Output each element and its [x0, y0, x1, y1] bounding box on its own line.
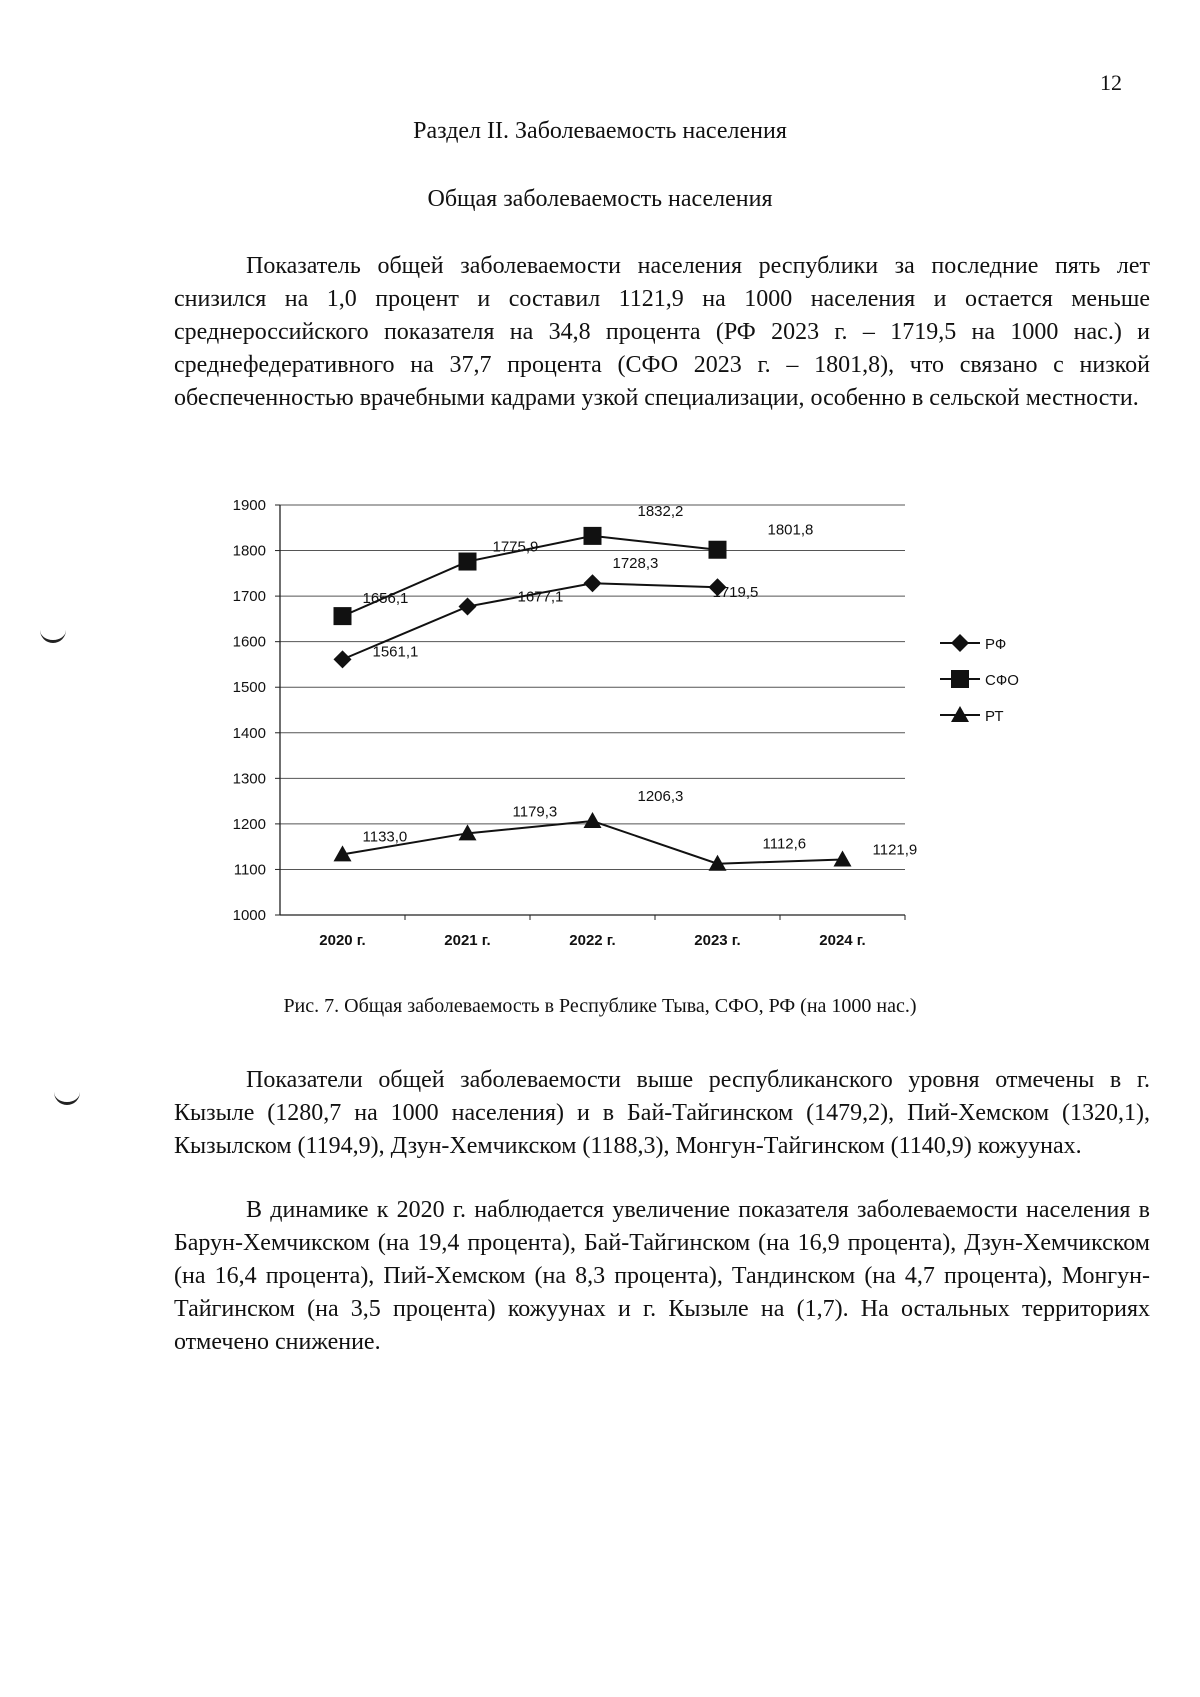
data-label: 1719,5	[712, 584, 759, 602]
y-tick-label: 1800	[232, 542, 266, 560]
subsection-title: Общая заболеваемость населения	[427, 186, 773, 212]
section-title: Раздел II. Заболеваемость населения	[413, 118, 787, 144]
scan-margin-mark	[40, 630, 66, 643]
y-tick-label: 1200	[232, 815, 266, 833]
data-label: 1728,3	[612, 555, 659, 573]
data-label: 1775,9	[492, 538, 539, 556]
data-label: 1112,6	[762, 835, 807, 853]
page-number: 12	[1100, 70, 1122, 95]
legend-label: РФ	[985, 636, 1007, 653]
y-tick-label: 1500	[232, 679, 266, 697]
x-tick-label: 2021 г.	[444, 932, 491, 949]
data-point-square	[584, 527, 602, 545]
legend-label: СФО	[985, 672, 1019, 689]
data-label: 1206,3	[637, 788, 684, 806]
paragraph-intro: Показатель общей заболеваемости населения республики за последние пять лет снизился на 1,0 процент и составил 1121,9 на 1000 населения и остается меньше среднероссийского показателя на 34,8 процента (РФ 2023 г. – 1719,5 на 1000 нас.) и среднефедеративного на 37,7 процента (СФО 2023 г. – 1801,8), что связано с низкой обеспеченностью врачебными кадрами узкой специализации, особенно в сельской местности.	[174, 253, 1150, 411]
y-tick-label: 1400	[232, 724, 266, 742]
data-point-square	[709, 541, 727, 559]
data-label: 1561,1	[372, 643, 419, 661]
x-tick-label: 2024 г.	[819, 932, 866, 949]
legend-label: РТ	[985, 708, 1004, 725]
scan-margin-mark	[54, 1092, 80, 1105]
data-point-diamond	[459, 598, 477, 616]
data-label: 1801,8	[767, 521, 814, 539]
y-tick-label: 1100	[233, 861, 266, 879]
legend-marker-square	[951, 670, 969, 688]
data-label: 1656,1	[362, 590, 409, 608]
data-point-square	[459, 553, 477, 571]
paragraph-regions: Показатели общей заболеваемости выше республиканского уровня отмечены в г. Кызыле (1280,7 на 1000 населения) и в Бай-Тайгинском (1479,2), Пий-Хемском (1320,1), Кызылском (1194,9), Дзун-Хемчикском (1188,3), Монгун-Тайгинском (1140,9) кожуунах.	[174, 1067, 1150, 1159]
x-tick-label: 2022 г.	[569, 932, 616, 949]
morbidity-line-chart	[195, 485, 1135, 975]
legend-marker-diamond	[951, 634, 969, 652]
x-tick-label: 2020 г.	[319, 932, 366, 949]
data-label: 1677,1	[517, 588, 564, 606]
y-tick-label: 1000	[232, 907, 266, 924]
y-tick-label: 1700	[232, 588, 266, 606]
data-point-triangle	[584, 812, 602, 828]
y-tick-label: 1600	[232, 633, 266, 651]
data-label: 1179,3	[512, 803, 558, 821]
paragraph-dynamics: В динамике к 2020 г. наблюдается увеличение показателя заболеваемости населения в Барун-Хемчикском (на 19,4 процента), Бай-Тайгинском (на 16,9 процента), Дзун-Хемчикском (на 16,4 процента), Пий-Хемском (на 8,3 процента), Тандинском (на 4,7 процента), Монгун-Тайгинском (на 3,5 процента) кожуунах и г. Кызыле на (1,7). На остальных территориях отмечено снижение.	[174, 1197, 1150, 1355]
y-tick-label: 1900	[232, 497, 266, 514]
figure-caption: Рис. 7. Общая заболеваемость в Республике Тыва, СФО, РФ (на 1000 нас.)	[283, 995, 917, 1017]
y-tick-label: 1300	[232, 770, 266, 788]
data-label: 1832,2	[637, 502, 684, 520]
data-point-triangle	[834, 850, 852, 866]
data-point-diamond	[584, 574, 602, 592]
data-point-diamond	[334, 650, 352, 668]
data-point-square	[334, 607, 352, 625]
x-tick-label: 2023 г.	[694, 932, 741, 949]
data-label: 1121,9	[872, 841, 918, 859]
data-label: 1133,0	[362, 828, 408, 846]
